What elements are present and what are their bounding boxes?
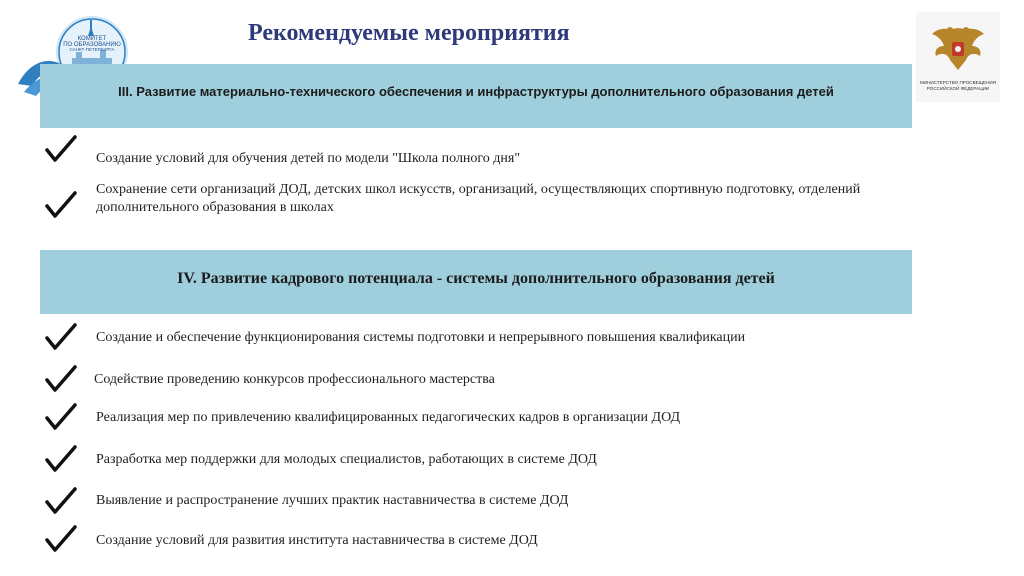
check-icon xyxy=(44,190,78,220)
list-item-4-5: Выявление и распространение лучших практик наставничества в системе ДОД xyxy=(96,493,569,508)
logo-left-line-1: КОМИТЕТ xyxy=(77,36,107,42)
check-icon xyxy=(44,134,78,164)
section-3-heading: III. Развитие материально-технического обеспечения и инфраструктуры дополнительного образования детей xyxy=(118,83,834,99)
logo-left-line-2: ПО ОБРАЗОВАНИЮ xyxy=(63,42,121,48)
check-icon xyxy=(44,444,78,474)
list-item-4-4: Разработка мер поддержки для молодых специалистов, работающих в системе ДОД xyxy=(96,452,597,467)
ministry-logo xyxy=(916,12,1000,102)
check-icon xyxy=(44,486,78,516)
check-icon xyxy=(44,524,78,554)
list-item-4-1: Создание и обеспечение функционирования системы подготовки и непрерывного повышения квалификации xyxy=(96,330,746,345)
list-item-4-2: Содействие проведению конкурсов профессионального мастерства xyxy=(94,372,495,387)
logo-right-line-1: МИНИСТЕРСТВО ПРОСВЕЩЕНИЯ xyxy=(919,80,997,85)
list-item-4-6: Создание условий для развития института наставничества в системе ДОД xyxy=(96,533,538,548)
check-icon xyxy=(44,364,78,394)
check-icon xyxy=(44,402,78,432)
list-item-3-2: Сохранение сети организаций ДОД, детских школ искусств, организаций, осуществляющих спортивную подготовку, отделений дополнительного образования в школах xyxy=(96,182,861,215)
section-4-heading-band xyxy=(40,250,912,314)
logo-right-line-2: РОССИЙСКОЙ ФЕДЕРАЦИИ xyxy=(926,86,990,91)
page-title: Рекомендуемые мероприятия xyxy=(248,20,570,46)
section-4-heading: IV. Развитие кадрового потенциала - системы дополнительного образования детей xyxy=(177,270,775,287)
logo-left-line-3: САНКТ-ПЕТЕРБУРГА xyxy=(69,47,115,52)
check-icon xyxy=(44,322,78,352)
ministry-emblem-graphic xyxy=(916,12,1000,102)
list-item-4-3: Реализация мер по привлечению квалифицированных педагогических кадров в организации ДОД xyxy=(96,410,681,425)
section-3-heading-band xyxy=(40,64,912,128)
list-item-3-1: Создание условий для обучения детей по модели "Школа полного дня" xyxy=(96,151,521,166)
